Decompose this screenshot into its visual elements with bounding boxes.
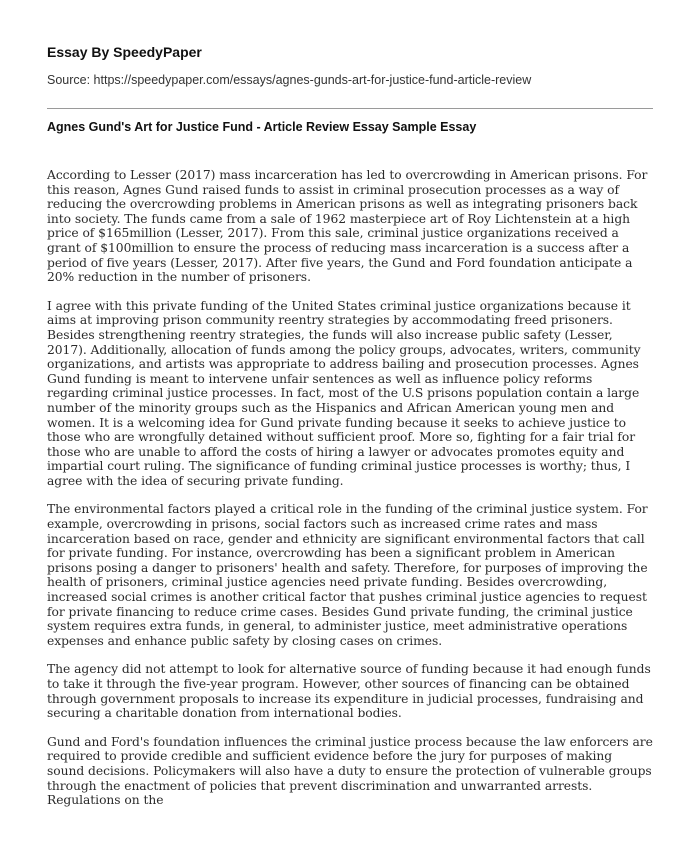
essay-title: Agnes Gund's Art for Justice Fund - Article Review Essay Sample Essay: [47, 120, 477, 134]
paragraph: I agree with this private funding of the United States criminal justice organizations because it aims at improving prison community reentry strategies by accommodating freed prisoners. Besides strengthening reentry strategies, the funds will also increase public safety (Lesser, 2017). Additionally, allocation of funds among the policy groups, advocates, writers, community organizations, and artists was appropriate to address bailing and prosecution processes. Agnes Gund funding is meant to intervene unfair sentences as well as influence policy reforms regarding criminal justice processes. In fact, most of the U.S prisons population contain a large number of the minority groups such as the Hispanics and African American young men and women. It is a welcoming idea for Gund private funding because it seeks to achieve justice to those who are wrongfully detained without sufficient proof. More so, fighting for a fair trial for those who are unable to afford the costs of hiring a lawyer or advocates promotes equity and impartial court ruling. The significance of funding criminal justice processes is worthy; thus, I agree with the idea of securing private funding.: [47, 298, 641, 488]
paragraph: Gund and Ford's foundation influences the criminal justice process because the law enforcers are required to provide credible and sufficient evidence before the jury for purposes of making sound decisions. Policymakers will also have a duty to ensure the protection of vulnerable groups through the enactment of policies that prevent discrimination and unwarranted arrests. Regulations on the: [47, 734, 653, 808]
paragraph: The agency did not attempt to look for alternative source of funding because it had enough funds to take it through the five-year program. However, other sources of financing can be obtained through government proposals to increase its expenditure in judicial processes, fundraising and securing a charitable donation from international bodies.: [47, 662, 651, 721]
source-url: Source: https://speedypaper.com/essays/agnes-gunds-art-for-justice-fund-article-review: [47, 73, 532, 87]
header-divider: [47, 108, 653, 109]
paragraph: The environmental factors played a critical role in the funding of the criminal justice system. For example, overcrowding in prisons, social factors such as increased crime rates and mass incarceration based on race, gender and ethnicity are significant environmental factors that call for private funding. For instance, overcrowding has been a significant problem in American prisons posing a danger to prisoners' health and safety. Therefore, for purposes of improving the health of prisoners, criminal justice agencies need private funding. Besides overcrowding, increased social crimes is another critical factor that pushes criminal justice agencies to request for private financing to reduce crime cases. Besides Gund private funding, the criminal justice system requires extra funds, in general, to administer justice, meet administrative operations expenses and enhance public safety by closing cases on crimes.: [47, 502, 648, 648]
essay-body: [47, 168, 653, 822]
paragraph: According to Lesser (2017) mass incarceration has led to overcrowding in American prisons. For this reason, Agnes Gund raised funds to assist in criminal prosecution processes as a way of reducing the overcrowding problems in American prisons as well as integrating prisoners back into society. The funds came from a sale of 1962 masterpiece art of Roy Lichtenstein at a high price of $165million (Lesser, 2017). From this sale, criminal justice organizations received a grant of $100million to ensure the process of reducing mass incarceration is a success after a period of five years (Lesser, 2017). After five years, the Gund and Ford foundation anticipate a 20% reduction in the number of prisoners.: [47, 168, 648, 285]
site-name: Essay By SpeedyPaper: [47, 44, 202, 60]
